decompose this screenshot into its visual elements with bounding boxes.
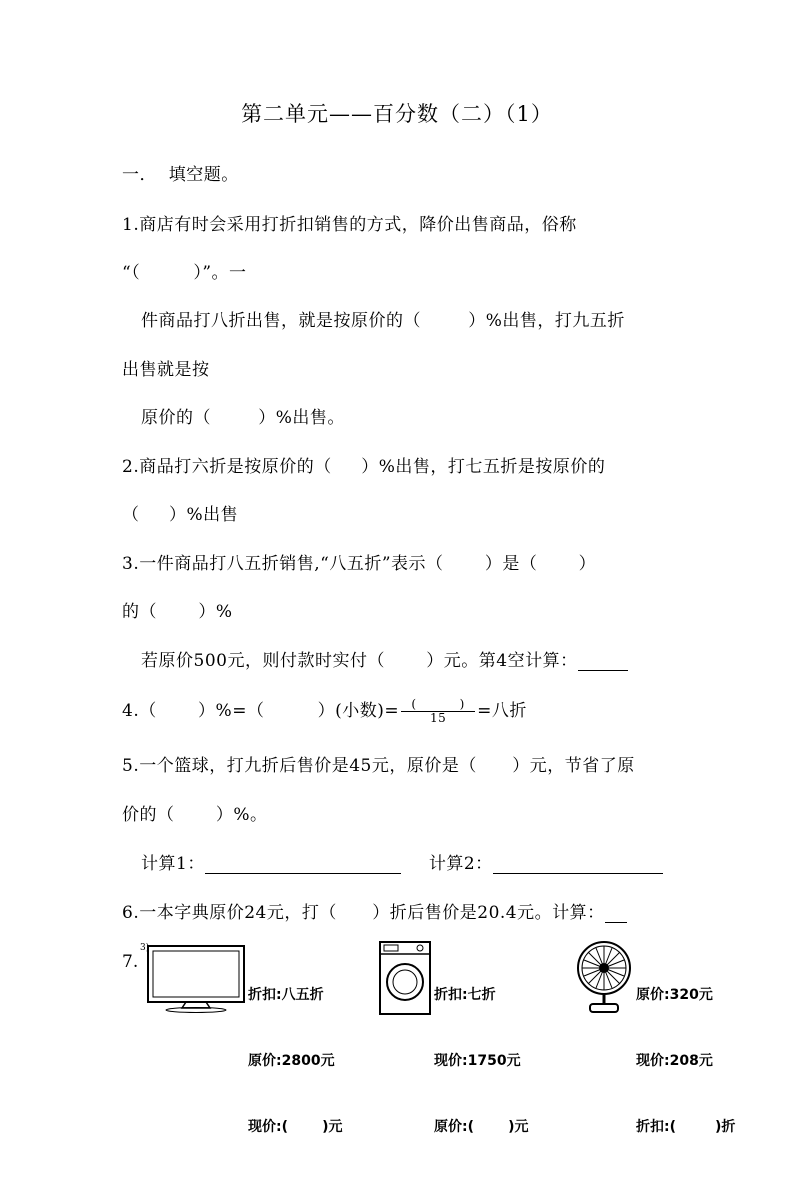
washing-machine-icon [378,940,432,1016]
q2-line1: 2.商品打六折是按原价的（ ）%出售，打七五折是按原价的 [122,457,606,477]
q3-line3 [141,646,628,671]
q2-line2: （ ）%出售 [122,505,239,525]
q7-superscript: 3) [140,943,150,953]
fraction-denominator: 15 [429,711,447,725]
tv-info [248,940,343,1182]
q1-line1: 1.商店有时会采用打折扣销售的方式，降价出售商品，俗称 [122,215,577,235]
q3-line2: 的（ ）% [122,602,233,622]
q1-line4: 出售就是按 [122,360,210,380]
fan-info [636,940,735,1182]
q3-line3-text: 若原价500元，则付款时实付（ ）元。第4空计算： [141,651,578,671]
tv-current-price: 现价:( )元 [248,1119,343,1135]
q5-calc2-blank[interactable] [493,855,663,874]
page-title: 第二单元——百分数（二）（1） [241,102,553,126]
q3-line1: 3.一件商品打八五折销售,“八五折”表示（ ）是（ ） [122,554,597,574]
washer-info [434,940,529,1182]
tv-discount: 折扣:八五折 [248,987,324,1003]
section-heading: 一． 填空题。 [122,165,239,185]
fan-icon [574,940,634,1016]
washer-current-price: 现价:1750元 [434,1053,521,1069]
q4-fraction [401,698,475,725]
q5-calc2-label: 计算2： [428,854,493,874]
q1-line5: 原价的（ ）%出售。 [141,408,345,428]
tv-icon [146,944,246,1014]
q6-answer-blank[interactable] [605,904,627,923]
q6-text: 6.一本字典原价24元，打（ ）折后售价是20.4元。计算： [122,903,605,923]
q1-line3: 件商品打八折出售，就是按原价的（ ）%出售，打九五折 [141,311,625,331]
fan-current-price: 现价:208元 [636,1053,713,1069]
q5-line2: 价的（ ）%。 [122,805,268,825]
washer-original-price: 原价:( )元 [434,1119,529,1135]
q5-calc1-label: 计算1： [141,854,205,874]
fan-original-price: 原价:320元 [636,987,713,1003]
q4-text-a: 4.（ ）%=（ ）(小数)= [122,701,400,721]
q5-calc1-blank[interactable] [205,855,401,874]
q4-text-b: =八折 [477,701,527,721]
tv-original-price: 原价:2800元 [248,1053,335,1069]
q5-calc-line [141,849,663,874]
q7-block [122,940,782,1135]
q5-line1: 5.一个篮球，打九折后售价是45元，原价是（ ）元，节省了原 [122,756,635,776]
q7-number: 7. [122,952,139,972]
q6-line [122,898,627,923]
q3-answer-blank[interactable] [578,652,628,671]
q4-line [122,696,527,725]
q1-line2: “（ ）”。一 [122,263,247,283]
washer-discount: 折扣:七折 [434,987,496,1003]
fraction-numerator: ( ) [411,697,465,711]
fan-discount: 折扣:( )折 [636,1119,736,1135]
